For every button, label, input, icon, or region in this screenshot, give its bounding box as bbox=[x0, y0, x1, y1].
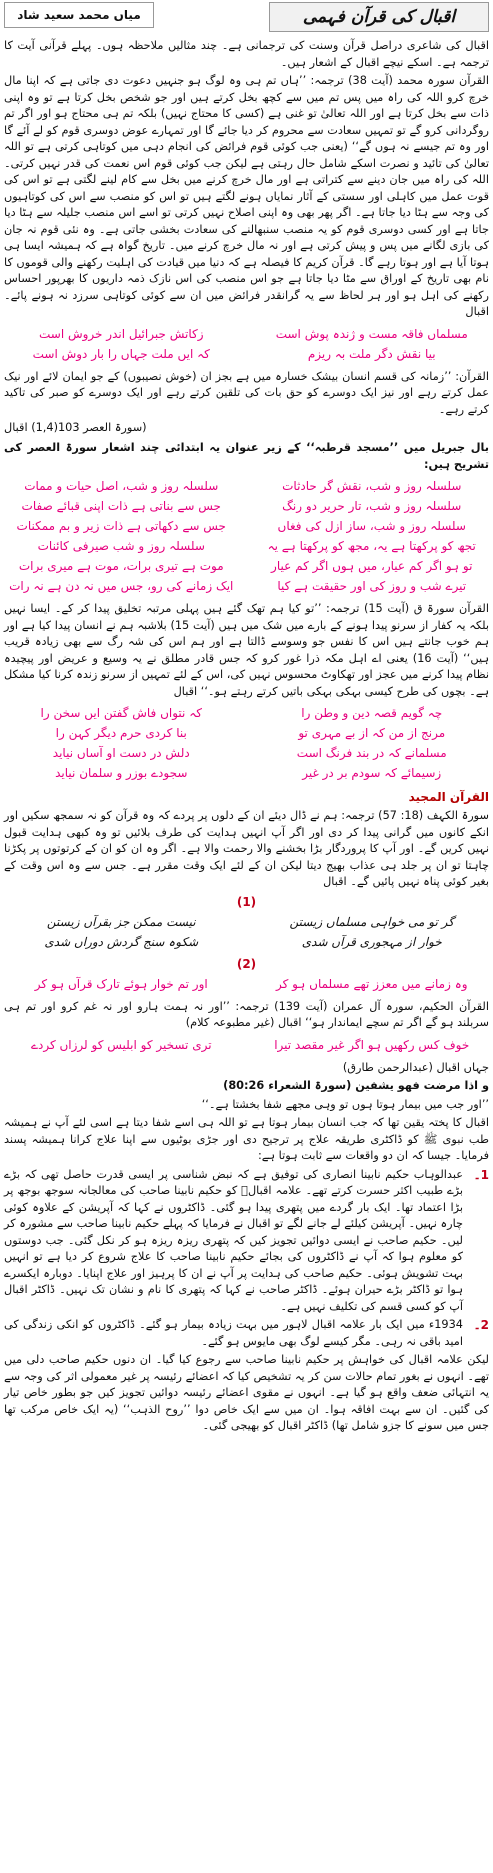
iqbal-medicine-paragraph: اقبال کا پختہ یقین تھا کہ جب انسان بیمار ہوتا ہے تو اللہ ہی اسے شفا دیتا ہے اسی لئے آپ نے ہمیشہ طب نبوی ﷺ کو ڈاکٹری طریقہ علاج پر ترجیح دی اور جڑی بوٹیوں سے اپنا علاج کرانا ہمیشہ پسند فرمایا۔ جیسا کہ ان دو واقعات سے ثابت ہوتا ہے: bbox=[4, 1116, 489, 1162]
verse-line: ایک زمانے کی رو، جس میں نہ دن ہے نہ رات bbox=[9, 579, 234, 593]
surah-asr-paragraph: القرآن: ’’زمانہ کی قسم انسان بیشک خسارہ میں ہے بجز ان (خوش نصیبوں) کے جو ایمان لائے اور نیک عمل کرتے رہے اور نیز ایک دوسرے کو حق بات کی تلقین کرتے رہے اور ایک دوسرے کو صبر کی تاکید کرتے رہے۔ bbox=[4, 369, 489, 416]
verse-line: تیرے شب و روز کی اور حقیقت ہے کیا bbox=[277, 579, 467, 593]
verse-line: خوف کس رکھیں ہو اگر غیر مقصد تیرا bbox=[274, 1037, 470, 1052]
verse-line: خوار از مہجوری قرآں شدی bbox=[301, 934, 442, 949]
intro-paragraph: اقبال کی شاعری دراصل قرآن وسنت کی ترجمانی ہے۔ چند مثالیں ملاحظہ ہوں۔ پہلے قرآنی آیت کا ترجمہ ہے۔ اسکے نیچے اقبال کے اشعار ہیں۔ bbox=[4, 39, 489, 69]
list-item bbox=[4, 1167, 489, 1316]
section-number-2: (2) bbox=[236, 956, 257, 971]
surah-asr-reference: (سورۃ العصر 103(1,4) اقبال bbox=[4, 421, 147, 434]
surah-muhammad-paragraph: القرآن سورہ محمد (آیت 38) ترجمہ: ’’ہاں تم ہی وہ لوگ ہو جنہیں دعوت دی جاتی ہے کہ اپنا مال خرچ کرو اللہ کی راہ میں پس تم میں سے کچھ بخل کرتے ہیں اور جو شخص بخل کرتا ہے تو وہ اپنی ذات سے بخل کرتا ہے اور اللہ تعالیٰ تو غنی ہے (کسی کا محتاج نہیں) بلکہ تم ہی محتاج ہو اور اگر تم روگردانی کرو گے تو تمہیں سعادت سے محروم کر دیا جائے گا اور تمہارے عوض دوسری قوم کو لے آئے گا اور وہ تم جیسے نہ ہوں گے‘‘ (یعنی جب کوئی قوم فرائض کی انجام دہی میں کوتاہی کرتی ہے تو اللہ تعالیٰ کی تائید و نصرت اسکے شامل حال رہتی ہے لیکن جب کوئی قوم اس نعمت کی قدر نہیں کرتی۔ اللہ کی راہ میں جان دینے سے کتراتی ہے اور مال خرچ کرنے میں بخل سے کام لینے لگتی ہے تو اس کی قوت عمل میں کاہلی اور سستی کے آثار نمایاں ہونے لگتے ہیں تو اس کو منصب سے اس کی کوتاہیوں کی وجہ سے ہٹا دیا جاتا ہے۔ اگر پھر بھی وہ اپنی اصلاح نہیں کرتی تو اسے اس منصب جلیلہ سے ہٹا دیا جاتا ہے اور کسی دوسری قوم کو یہ منصب سنبھالنے کی سعادت بخشی جاتی ہے۔ وہ نئی قوم نہ جان کی بازی لگانے میں پس و پیش کرتی ہے اور نہ مال خرچ کرنے میں۔ تاریخ گواہ ہے کہ ہمیشہ ایسا ہی ہوتا آیا ہے اور ہوتا رہے گا۔ قرآن کریم کا فیصلہ ہے کہ دنیا میں قیادت کی اہلیت رکھنے والی قوموں کا نام بھی تاریخ کے اوراق سے مٹا دیا جاتا ہے جو اس منصب کی اس نازک ذمہ داریوں کا بھرپور احساس رکھنے کی اہل ہو اور ہر لحاظ سے یہ گرانقدر فرائض میں ان سے کوئی کوتاہی سرزد نہ ہونے پائے۔ اقبال bbox=[4, 74, 489, 318]
verse-line: اور تم خوار ہوئے تارک قرآں ہو کر bbox=[34, 976, 208, 991]
verse-line: سلسلہ روز و شب، اصل حیات و ممات bbox=[24, 479, 219, 493]
verse-block-5 bbox=[4, 975, 489, 993]
list-number: 1۔ bbox=[473, 1167, 489, 1182]
verse-line: جس سے دکھاتی ہے ذات زیر و بم ممکنات bbox=[16, 519, 226, 533]
article-header bbox=[4, 2, 489, 32]
surah-kahf-paragraph: سورۃ الکہف (18: 57) ترجمہ: ہم نے ڈال دیئے ان کے دلوں پر پردے کہ وہ قرآن کو نہ سمجھ سکیں اور انکے کانوں میں گرانی پیدا کر دی اور اگر آپ انہیں ہدایت کی طرف بلائیں تو وہ کبھی ہدایت قبول نہیں کریں گے۔ اور آپ کا پروردگار بڑا بخشنے والا رحمت والا ہے۔ اگر وہ ان کو ان کے کرتوتوں پر پکڑنا چاہتا تو ان پر جلد ہی عذاب بھیج دیتا لیکن ان کے لئے ایک وقت مقرر ہے۔ جس سے وہ اس وقت کے بغیر کوئی پناہ نہیں پائیں گے۔ اقبال bbox=[4, 809, 489, 888]
verse-block-1 bbox=[4, 325, 489, 363]
list-number: 2۔ bbox=[473, 1318, 489, 1332]
verse-line: دلش در دست او آساں نیاید bbox=[52, 746, 190, 760]
verse-line: نیست ممکن جز بقرآں زیستن bbox=[46, 914, 196, 929]
verse-line: جس سے بناتی ہے ذات اپنی قبائے صفات bbox=[21, 499, 221, 513]
verse-block-3 bbox=[4, 704, 489, 782]
verse-line: وہ زمانے میں معزز تھے مسلماں ہو کر bbox=[275, 976, 468, 991]
verse-line: تو ہو اگر کم عیار، میں ہوں اگر کم عیار bbox=[271, 559, 473, 573]
list-item-text: 1934ء میں ایک بار علامہ اقبال لاہور میں بہت زیادہ بیمار ہو گئے۔ ڈاکٹروں کو انکی زندگی کی امید باقی نہ رہی۔ مگر کیسے لوگ بھی مایوس ہو گئے۔ bbox=[4, 1318, 463, 1348]
verse-block-4 bbox=[4, 913, 489, 951]
verse-line: سلسلہ روز و شب، نقش گر حادثات bbox=[282, 479, 462, 493]
section-number-1: (1) bbox=[236, 894, 257, 909]
verse-line: کہ نتواں فاش گفتن ایں سخن را bbox=[40, 706, 202, 720]
verse-line: تجھ کو پرکھتا ہے یہ، مجھ کو پرکھتا ہے یہ bbox=[267, 539, 476, 553]
verse-line: مسلمانے کہ در بند فرنگ است bbox=[296, 746, 447, 760]
verse-line: کہ ایں ملت جہاں را بار دوش است bbox=[32, 346, 210, 361]
verse-line: موت ہے تیری برات، موت ہے میری برات bbox=[18, 559, 224, 573]
verse-line: زکاتش جبرائیل اندر خروش است bbox=[38, 326, 204, 341]
verse-line: سجودے بوزر و سلمان نیاید bbox=[55, 766, 188, 780]
verse-line: چہ گویم قصہ دین و وطن را bbox=[301, 706, 443, 720]
verse-line: سلسلہ روز و شب، تار حریر دو رنگ bbox=[282, 499, 462, 513]
verse-line: سلسلہ روز و شب صیرفی کائنات bbox=[37, 539, 205, 553]
surah-imran-paragraph: القرآن الحکیم، سورہ آل عمران (آیت 139) ترجمہ: ’’اور نہ ہمت ہارو اور نہ غم کرو اور تم ہی سربلند ہو گے اگر تم سچے ایماندار ہو‘‘ اقبال (غیر مطبوعہ کلام) bbox=[4, 999, 489, 1029]
tariq-reference: جہاں اقبال (عبدالرحمن طارق) bbox=[342, 1060, 489, 1074]
final-paragraph: لیکن علامہ اقبال کی خواہش پر حکیم نابینا صاحب سے رجوع کیا گیا۔ ان دنوں حکیم صاحب دلی میں تھے۔ انہوں نے بغور تمام حالات سن کر یہ تشخیص کیا کہ اعضائے رئیسہ پر غیر معمولی اثر کی وجہ سے یہ انتہائی ضعف واقع ہو گیا ہے۔ انہوں نے مقوی اعضائے رئیسہ دوائیں تجویز کیں جو بطور خاص تیار کی گئیں۔ ان سے بہت افاقہ ہوا۔ ان میں سے ایک خاص دوا ’’روح الذہب‘‘ (یہ ایک خاص مرکب تھا جس میں سونے کا جزو شامل تھا) ڈاکٹر اقبال کو بھیجی گئی۔ bbox=[4, 1353, 489, 1432]
list-item-text: عبدالوہاب حکیم نابینا انصاری کی توفیق ہے کہ نبض شناسی پر ایسی قدرت حاصل تھی کہ بڑے بڑے طبیب اکثر حسرت کرتے تھے۔ علامہ اقبالؒ کو حکیم نابینا صاحب کی معالجانہ سوجھ بوجھ پر بڑا اعتماد تھا۔ ایک بار گردے میں پتھری پیدا ہو گئی۔ ڈاکٹروں نے کہا کہ آپریشن کے علاوہ کوئی چارہ نہیں۔ آپریشن کیلئے لے جانے لگے تو اقبال نے فرمایا کہ پہلے حکیم نابینا صاحب سے مشورہ کر لیں۔ حکیم صاحب نے ایسی دوائیں تجویز کیں کہ پتھری ریزہ ریزہ ہو کر نکل گئی۔ جب دوستوں کو معلوم ہوا کہ آپ نے ڈاکٹروں کی بجائے حکیم نابینا صاحب کا علاج شروع کر دیا ہے تو انہیں بہت تشویش ہوئی۔ حکیم صاحب کی ہدایت پر آپ نے ان کا پرہیز اور علاج اپنایا۔ دوبارہ ایکسرے ہوا تو ڈاکٹر بڑے حیران ہوئے۔ ڈاکٹر صاحب نے کہا کہ پتھری کا نام و نشان تک نہیں۔ ڈاکٹر اقبال آپ کو کسی قسم کی تکلیف نہیں ہے۔ bbox=[4, 1167, 463, 1313]
verse-line: سلسلہ روز و شب، ساز ازل کی فغاں bbox=[277, 519, 466, 533]
verse-line: بنا کردی حرم دیگر کہن را bbox=[55, 726, 187, 740]
verse-block-2 bbox=[4, 477, 489, 595]
verse-line: گر تو می خواہی مسلماں زیستن bbox=[289, 914, 454, 929]
quran-heading: القرآن المجید bbox=[408, 790, 489, 804]
verse-block-6 bbox=[4, 1036, 489, 1054]
shuara-reference: و اذا مرضت فھو یشفین (سورۃ الشعراء 80:26) bbox=[223, 1079, 489, 1092]
verse-line: بیا نقش دگر ملت بہ ریزم bbox=[307, 346, 436, 361]
verse-line: زسیمائے کہ سودم بر در غیر bbox=[302, 766, 442, 780]
list-item bbox=[4, 1317, 489, 1350]
verse-line: شکوہ سنج گردش دوراں شدی bbox=[44, 934, 199, 949]
shifa-translation: ’’اور جب میں بیمار ہوتا ہوں تو وہی مجھے شفا بخشتا ہے۔‘‘ bbox=[201, 1097, 489, 1111]
surah-qaf-paragraph: القرآن سورۃ ق (آیت 15) ترجمہ: ’’تو کیا ہم تھک گئے ہیں پہلی مرتبہ تخلیق پیدا کر کے۔ ایسا نہیں بلکہ یہ کفار از سرنو پیدا ہونے کے بارے میں شک میں ہیں (آیت 15) بلاشبہ ہم نے انسان پیدا کیا ہے اور ہم خوب جانتے ہیں اس کا نفس جو وسوسے ڈالتا ہے اور ہم اس کی شہ رگ سے بھی زیادہ قریب ہیں‘‘ (آیت 16) یعنی اے اہل مکہ ذرا غور کرو کہ جس قادر مطلق نے یہ وسیع و عریض اور پیچیدہ نظام پیدا کرنے میں عجز اور تھکاوٹ محسوس نہیں کی، اس کے لئے تمہیں از سرنو زندہ کرنا کیا مشکل ہے۔ بچوں کی طرح کیسی بہکی بہکی باتیں کرتے رہتے ہو۔‘‘ اقبال bbox=[4, 602, 489, 698]
article-title: اقبال کی قرآن فہمی bbox=[269, 2, 489, 32]
verse-line: مرنج از من کہ از بے مہری تو bbox=[298, 726, 446, 740]
verse-line: تری تسخیر کو ابلیس کو لرزاں کردے bbox=[30, 1037, 212, 1052]
verse-line: مسلماں فاقہ مست و ژندہ پوش است bbox=[275, 326, 468, 341]
article-page bbox=[4, 2, 489, 1871]
bal-e-jibreel-intro: بال جبریل میں ’’مسجد قرطبہ‘‘ کے زیر عنوان یہ ابتدائی چند اشعار سورۃ العصر کی تشریح ہیں: bbox=[4, 441, 489, 471]
author-name: میاں محمد سعید شاد bbox=[4, 2, 154, 28]
